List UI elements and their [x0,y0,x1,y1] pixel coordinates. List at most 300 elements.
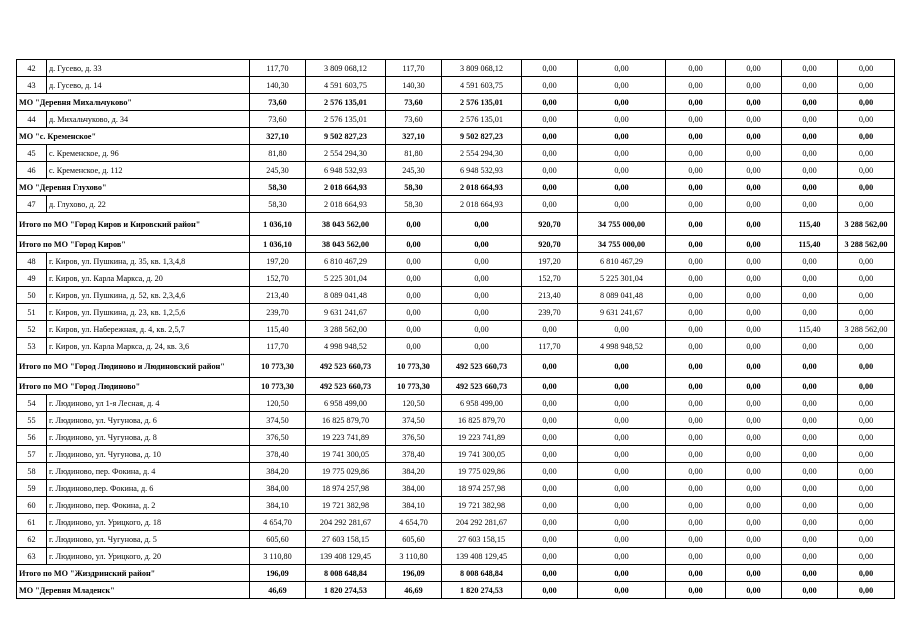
table-row [17,321,895,338]
value-cell: 0,00 [578,355,666,378]
value-cell: 2 576 135,01 [306,111,386,128]
value-cell: 0,00 [782,145,838,162]
address-cell: г. Людиново, ул. Чугунова, д. 8 [47,429,250,446]
value-cell: 0,00 [838,145,895,162]
value-cell: 81,80 [386,145,442,162]
value-cell: 0,00 [578,565,666,582]
value-cell: 0,00 [666,378,726,395]
value-cell: 0,00 [578,429,666,446]
value-cell: 34 755 000,00 [578,213,666,236]
value-cell: 10 773,30 [250,378,306,395]
value-cell: 327,10 [250,128,306,145]
value-cell: 2 576 135,01 [442,94,522,111]
value-cell: 0,00 [726,145,782,162]
value-cell: 0,00 [522,412,578,429]
value-cell: 0,00 [666,287,726,304]
value-cell: 3 288 562,00 [838,321,895,338]
value-cell: 384,00 [386,480,442,497]
value-cell: 0,00 [838,355,895,378]
address-cell: г. Киров, ул. Набережная, д. 4, кв. 2,5,7 [47,321,250,338]
value-cell: 0,00 [578,463,666,480]
value-cell: 374,50 [250,412,306,429]
value-cell: 0,00 [522,128,578,145]
value-cell: 0,00 [522,446,578,463]
address-cell: г. Людиново, ул. Урицкого, д. 20 [47,548,250,565]
value-cell: 0,00 [522,196,578,213]
value-cell: 16 825 879,70 [442,412,522,429]
value-cell: 0,00 [726,565,782,582]
value-cell: 0,00 [726,412,782,429]
table-row [17,412,895,429]
value-cell: 0,00 [442,253,522,270]
value-cell: 0,00 [726,179,782,196]
value-cell: 378,40 [250,446,306,463]
value-cell: 4 591 603,75 [442,77,522,94]
value-cell: 920,70 [522,236,578,253]
value-cell: 0,00 [578,60,666,77]
value-cell: 0,00 [666,565,726,582]
value-cell: 10 773,30 [386,378,442,395]
value-cell: 0,00 [666,236,726,253]
value-cell: 0,00 [666,429,726,446]
value-cell: 0,00 [442,321,522,338]
value-cell: 0,00 [522,378,578,395]
address-cell: г. Людиново,пер. Фокина, д. 6 [47,480,250,497]
table-row [17,480,895,497]
value-cell: 0,00 [578,497,666,514]
housing-program-table [16,59,895,599]
value-cell: 115,40 [782,213,838,236]
group-title-cell: МО "Деревня Михальчуково" [17,94,250,111]
value-cell: 73,60 [250,94,306,111]
value-cell: 8 008 648,84 [306,565,386,582]
table-row [17,338,895,355]
value-cell: 19 721 382,98 [442,497,522,514]
value-cell: 197,20 [250,253,306,270]
table-body [17,60,895,599]
value-cell: 6 948 532,93 [306,162,386,179]
row-number-cell: 58 [17,463,47,480]
value-cell: 605,60 [250,531,306,548]
summary-row [17,582,895,599]
value-cell: 3 288 562,00 [306,321,386,338]
value-cell: 0,00 [782,514,838,531]
value-cell: 920,70 [522,213,578,236]
value-cell: 0,00 [726,321,782,338]
value-cell: 0,00 [522,548,578,565]
value-cell: 0,00 [522,111,578,128]
value-cell: 27 603 158,15 [442,531,522,548]
value-cell: 0,00 [838,565,895,582]
row-number-cell: 62 [17,531,47,548]
value-cell: 0,00 [578,94,666,111]
value-cell: 0,00 [666,111,726,128]
summary-row [17,565,895,582]
value-cell: 1 820 274,53 [442,582,522,599]
value-cell: 9 631 241,67 [306,304,386,321]
value-cell: 0,00 [578,514,666,531]
value-cell: 492 523 660,73 [306,355,386,378]
value-cell: 0,00 [666,531,726,548]
value-cell: 0,00 [386,253,442,270]
table-row [17,548,895,565]
value-cell: 0,00 [442,304,522,321]
value-cell: 73,60 [250,111,306,128]
value-cell: 0,00 [838,94,895,111]
value-cell: 0,00 [782,196,838,213]
value-cell: 0,00 [838,446,895,463]
value-cell: 2 018 664,93 [442,196,522,213]
address-cell: с. Кременское, д. 112 [47,162,250,179]
value-cell: 0,00 [726,531,782,548]
value-cell: 18 974 257,98 [306,480,386,497]
value-cell: 0,00 [782,355,838,378]
value-cell: 0,00 [838,304,895,321]
value-cell: 0,00 [782,548,838,565]
value-cell: 0,00 [838,412,895,429]
table-row [17,60,895,77]
value-cell: 327,10 [386,128,442,145]
value-cell: 378,40 [386,446,442,463]
value-cell: 19 223 741,89 [306,429,386,446]
value-cell: 0,00 [666,162,726,179]
value-cell: 0,00 [666,338,726,355]
value-cell: 120,50 [386,395,442,412]
table-row [17,162,895,179]
value-cell: 0,00 [782,287,838,304]
row-number-cell: 42 [17,60,47,77]
value-cell: 58,30 [250,196,306,213]
value-cell: 0,00 [838,77,895,94]
value-cell: 384,20 [386,463,442,480]
row-number-cell: 56 [17,429,47,446]
value-cell: 374,50 [386,412,442,429]
value-cell: 0,00 [838,378,895,395]
row-number-cell: 57 [17,446,47,463]
value-cell: 2 576 135,01 [306,94,386,111]
value-cell: 0,00 [522,355,578,378]
value-cell: 0,00 [578,321,666,338]
value-cell: 19 741 300,05 [306,446,386,463]
value-cell: 9 502 827,23 [306,128,386,145]
address-cell: г. Киров, ул. Карла Маркса, д. 20 [47,270,250,287]
value-cell: 0,00 [522,463,578,480]
value-cell: 0,00 [838,582,895,599]
value-cell: 0,00 [726,287,782,304]
value-cell: 0,00 [666,145,726,162]
value-cell: 0,00 [522,582,578,599]
table-row [17,463,895,480]
group-title-cell: Итого по МО "Жиздринский район" [17,565,250,582]
value-cell: 73,60 [386,111,442,128]
value-cell: 81,80 [250,145,306,162]
value-cell: 0,00 [578,412,666,429]
value-cell: 0,00 [838,287,895,304]
table-row [17,514,895,531]
value-cell: 492 523 660,73 [442,355,522,378]
row-number-cell: 49 [17,270,47,287]
value-cell: 2 554 294,30 [442,145,522,162]
table-row [17,531,895,548]
value-cell: 245,30 [386,162,442,179]
value-cell: 58,30 [386,196,442,213]
value-cell: 1 820 274,53 [306,582,386,599]
value-cell: 152,70 [250,270,306,287]
address-cell: г. Людиново, ул 1-я Лесная, д. 4 [47,395,250,412]
value-cell: 16 825 879,70 [306,412,386,429]
address-cell: д. Гусево, д. 14 [47,77,250,94]
value-cell: 0,00 [726,213,782,236]
value-cell: 0,00 [726,582,782,599]
value-cell: 376,50 [250,429,306,446]
value-cell: 19 741 300,05 [442,446,522,463]
row-number-cell: 44 [17,111,47,128]
value-cell: 0,00 [666,514,726,531]
summary-row [17,378,895,395]
value-cell: 0,00 [838,497,895,514]
value-cell: 8 008 648,84 [442,565,522,582]
summary-row [17,94,895,111]
value-cell: 19 775 029,86 [442,463,522,480]
value-cell: 213,40 [250,287,306,304]
value-cell: 0,00 [578,145,666,162]
row-number-cell: 53 [17,338,47,355]
value-cell: 2 018 664,93 [306,196,386,213]
table-row [17,287,895,304]
table-row [17,77,895,94]
value-cell: 0,00 [726,270,782,287]
value-cell: 0,00 [666,355,726,378]
value-cell: 0,00 [522,514,578,531]
value-cell: 0,00 [442,270,522,287]
value-cell: 19 775 029,86 [306,463,386,480]
value-cell: 0,00 [782,429,838,446]
value-cell: 0,00 [522,321,578,338]
value-cell: 0,00 [666,213,726,236]
value-cell: 2 554 294,30 [306,145,386,162]
value-cell: 384,00 [250,480,306,497]
value-cell: 0,00 [386,338,442,355]
value-cell: 0,00 [838,531,895,548]
value-cell: 4 591 603,75 [306,77,386,94]
value-cell: 0,00 [838,480,895,497]
value-cell: 117,70 [250,338,306,355]
value-cell: 10 773,30 [386,355,442,378]
value-cell: 0,00 [782,338,838,355]
value-cell: 0,00 [726,514,782,531]
value-cell: 0,00 [522,179,578,196]
summary-row [17,128,895,145]
value-cell: 1 036,10 [250,213,306,236]
value-cell: 0,00 [522,480,578,497]
row-number-cell: 48 [17,253,47,270]
value-cell: 0,00 [782,253,838,270]
address-cell: г. Киров, ул. Пушкина, д. 52, кв. 2,3,4,6 [47,287,250,304]
value-cell: 0,00 [666,395,726,412]
value-cell: 6 948 532,93 [442,162,522,179]
value-cell: 3 288 562,00 [838,213,895,236]
row-number-cell: 63 [17,548,47,565]
value-cell: 4 654,70 [386,514,442,531]
summary-row [17,179,895,196]
value-cell: 139 408 129,45 [306,548,386,565]
value-cell: 0,00 [838,514,895,531]
value-cell: 0,00 [782,60,838,77]
value-cell: 0,00 [522,77,578,94]
row-number-cell: 45 [17,145,47,162]
value-cell: 0,00 [782,412,838,429]
value-cell: 0,00 [782,111,838,128]
value-cell: 0,00 [726,304,782,321]
value-cell: 8 089 041,48 [578,287,666,304]
value-cell: 213,40 [522,287,578,304]
value-cell: 0,00 [666,128,726,145]
value-cell: 0,00 [838,548,895,565]
address-cell: г. Людиново, пер. Фокина, д. 4 [47,463,250,480]
table-row [17,395,895,412]
value-cell: 0,00 [782,582,838,599]
value-cell: 0,00 [782,395,838,412]
address-cell: д. Михальчуково, д. 34 [47,111,250,128]
value-cell: 9 631 241,67 [578,304,666,321]
value-cell: 0,00 [726,446,782,463]
value-cell: 0,00 [782,179,838,196]
address-cell: г. Киров, ул. Пушкина, д. 35, кв. 1,3,4,8 [47,253,250,270]
value-cell: 0,00 [522,429,578,446]
value-cell: 46,69 [386,582,442,599]
value-cell: 0,00 [442,287,522,304]
value-cell: 197,20 [522,253,578,270]
value-cell: 376,50 [386,429,442,446]
value-cell: 245,30 [250,162,306,179]
value-cell: 115,40 [782,236,838,253]
value-cell: 0,00 [666,497,726,514]
row-number-cell: 50 [17,287,47,304]
value-cell: 0,00 [386,287,442,304]
value-cell: 34 755 000,00 [578,236,666,253]
value-cell: 18 974 257,98 [442,480,522,497]
value-cell: 0,00 [386,213,442,236]
value-cell: 0,00 [578,162,666,179]
row-number-cell: 55 [17,412,47,429]
value-cell: 0,00 [838,111,895,128]
value-cell: 19 223 741,89 [442,429,522,446]
value-cell: 10 773,30 [250,355,306,378]
row-number-cell: 59 [17,480,47,497]
group-title-cell: Итого по МО "Город Людиново" [17,378,250,395]
value-cell: 117,70 [386,60,442,77]
value-cell: 2 018 664,93 [306,179,386,196]
value-cell: 0,00 [726,497,782,514]
value-cell: 6 810 467,29 [578,253,666,270]
value-cell: 0,00 [386,304,442,321]
value-cell: 0,00 [838,253,895,270]
value-cell: 0,00 [782,378,838,395]
address-cell: г. Людиново, ул. Чугунова, д. 6 [47,412,250,429]
value-cell: 19 721 382,98 [306,497,386,514]
address-cell: д. Глухово, д. 22 [47,196,250,213]
value-cell: 0,00 [838,196,895,213]
value-cell: 0,00 [666,463,726,480]
row-number-cell: 43 [17,77,47,94]
value-cell: 2 576 135,01 [442,111,522,128]
value-cell: 0,00 [726,60,782,77]
value-cell: 0,00 [726,236,782,253]
value-cell: 5 225 301,04 [578,270,666,287]
value-cell: 239,70 [250,304,306,321]
address-cell: г. Людиново, ул. Чугунова, д. 10 [47,446,250,463]
group-title-cell: Итого по МО "Город Людиново и Людиновский район" [17,355,250,378]
value-cell: 0,00 [578,196,666,213]
value-cell: 0,00 [522,145,578,162]
value-cell: 0,00 [838,338,895,355]
row-number-cell: 46 [17,162,47,179]
value-cell: 3 288 562,00 [838,236,895,253]
value-cell: 58,30 [250,179,306,196]
value-cell: 0,00 [726,94,782,111]
value-cell: 0,00 [522,60,578,77]
value-cell: 0,00 [442,338,522,355]
value-cell: 492 523 660,73 [306,378,386,395]
value-cell: 0,00 [578,395,666,412]
value-cell: 0,00 [578,77,666,94]
value-cell: 196,09 [250,565,306,582]
value-cell: 8 089 041,48 [306,287,386,304]
table-row [17,111,895,128]
value-cell: 4 998 948,52 [306,338,386,355]
table-row [17,196,895,213]
value-cell: 9 502 827,23 [442,128,522,145]
value-cell: 0,00 [726,128,782,145]
value-cell: 0,00 [578,446,666,463]
value-cell: 0,00 [726,355,782,378]
address-cell: г. Киров, ул. Карла Маркса, д. 24, кв. 3,6 [47,338,250,355]
value-cell: 239,70 [522,304,578,321]
value-cell: 5 225 301,04 [306,270,386,287]
summary-row [17,355,895,378]
value-cell: 6 958 499,00 [306,395,386,412]
value-cell: 117,70 [522,338,578,355]
value-cell: 0,00 [522,497,578,514]
value-cell: 0,00 [666,412,726,429]
group-title-cell: Итого по МО "Город Киров и Кировский район" [17,213,250,236]
value-cell: 0,00 [726,253,782,270]
row-number-cell: 61 [17,514,47,531]
group-title-cell: Итого по МО "Город Киров" [17,236,250,253]
value-cell: 0,00 [782,531,838,548]
table-row [17,145,895,162]
group-title-cell: МО "Деревня Младенск" [17,582,250,599]
row-number-cell: 47 [17,196,47,213]
value-cell: 3 110,80 [250,548,306,565]
value-cell: 0,00 [726,548,782,565]
value-cell: 0,00 [726,395,782,412]
value-cell: 3 809 068,12 [442,60,522,77]
value-cell: 3 110,80 [386,548,442,565]
table-row [17,270,895,287]
value-cell: 204 292 281,67 [306,514,386,531]
value-cell: 0,00 [666,480,726,497]
value-cell: 0,00 [838,270,895,287]
value-cell: 0,00 [666,253,726,270]
value-cell: 46,69 [250,582,306,599]
value-cell: 0,00 [666,304,726,321]
value-cell: 605,60 [386,531,442,548]
value-cell: 139 408 129,45 [442,548,522,565]
row-number-cell: 51 [17,304,47,321]
address-cell: г. Киров, ул. Пушкина, д. 23, кв. 1,2,5,6 [47,304,250,321]
value-cell: 0,00 [666,270,726,287]
